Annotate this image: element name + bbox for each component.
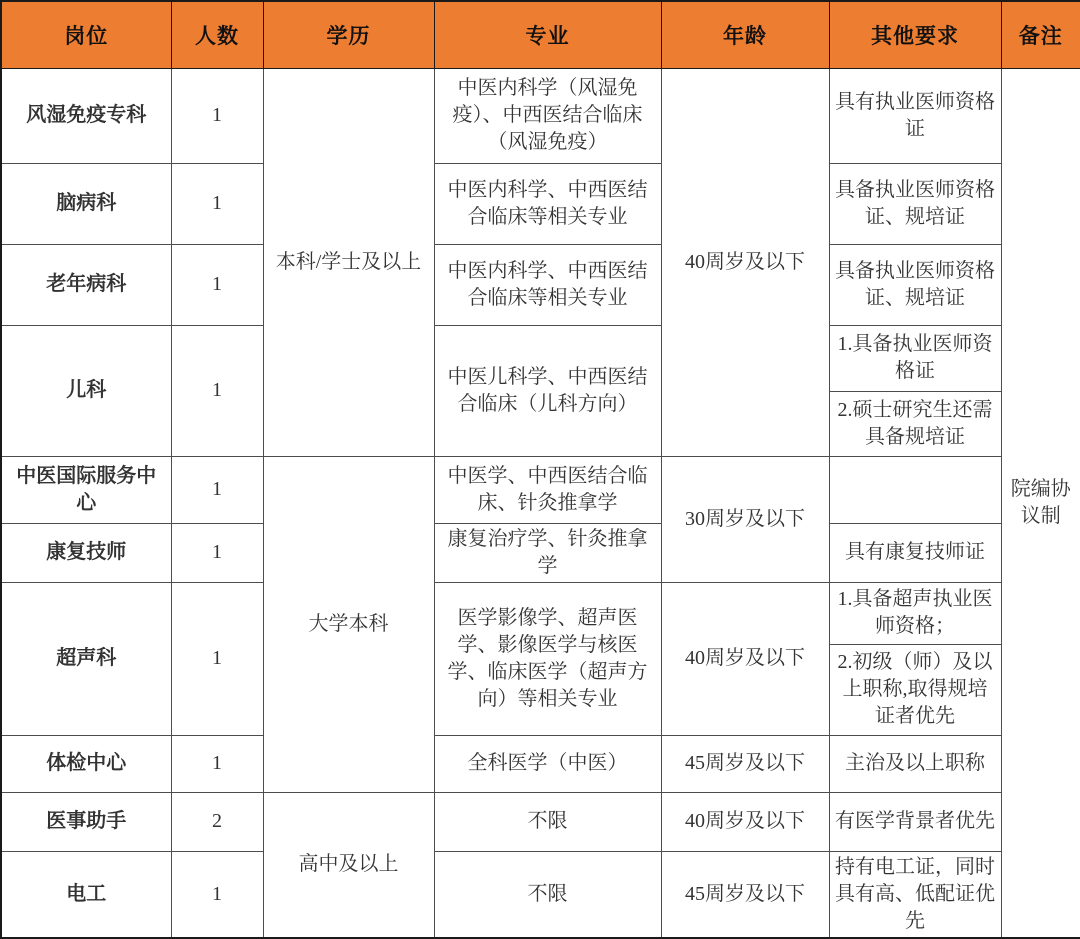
table-header-row [1,1,1080,68]
cell-count: 1 [171,325,263,456]
cell-major: 康复治疗学、针灸推拿学 [434,523,661,582]
header-cell-count: 人数 [171,1,263,68]
cell-req: 具备执业医师资格证、规培证 [829,244,1001,325]
cell-count: 1 [171,851,263,938]
cell-major: 中医学、中西医结合临床、针灸推拿学 [434,456,661,523]
table-row [1,325,1080,391]
cell-major: 全科医学（中医） [434,735,661,792]
cell-post: 超声科 [1,582,171,735]
cell-major: 中医内科学、中西医结合临床等相关专业 [434,244,661,325]
cell-req: 主治及以上职称 [829,735,1001,792]
table-row [1,456,1080,523]
cell-major: 中医儿科学、中西医结合临床（儿科方向） [434,325,661,456]
header-cell-edu: 学历 [263,1,434,68]
cell-post: 中医国际服务中心 [1,456,171,523]
table-row [1,523,1080,582]
cell-post: 老年病科 [1,244,171,325]
cell-age: 40周岁及以下 [661,792,829,851]
cell-age: 45周岁及以下 [661,851,829,938]
cell-req [829,456,1001,523]
cell-age: 40周岁及以下 [661,582,829,735]
table-row [1,68,1080,163]
cell-count: 1 [171,456,263,523]
cell-req: 2.硕士研究生还需具备规培证 [829,391,1001,456]
cell-req: 1.具备超声执业医师资格； [829,582,1001,644]
table-row [1,163,1080,244]
cell-req: 具备执业医师资格证、规培证 [829,163,1001,244]
header-cell-post: 岗位 [1,1,171,68]
cell-major: 不限 [434,851,661,938]
header-cell-req: 其他要求 [829,1,1001,68]
cell-major: 中医内科学、中西医结合临床等相关专业 [434,163,661,244]
cell-count: 1 [171,163,263,244]
table-row [1,582,1080,644]
table-row [1,792,1080,851]
cell-post: 体检中心 [1,735,171,792]
cell-post: 医事助手 [1,792,171,851]
cell-note: 院编协议制 [1001,68,1080,938]
header-cell-major: 专业 [434,1,661,68]
cell-age: 45周岁及以下 [661,735,829,792]
cell-req: 具有执业医师资格证 [829,68,1001,163]
cell-edu: 本科/学士及以上 [263,68,434,456]
cell-req: 持有电工证，同时具有高、低配证优先 [829,851,1001,938]
cell-count: 2 [171,792,263,851]
table-row [1,244,1080,325]
header-cell-note: 备注 [1001,1,1080,68]
cell-post: 脑病科 [1,163,171,244]
cell-edu: 大学本科 [263,456,434,792]
cell-post: 康复技师 [1,523,171,582]
cell-req: 有医学背景者优先 [829,792,1001,851]
cell-req: 1.具备执业医师资格证 [829,325,1001,391]
cell-major: 医学影像学、超声医学、影像医学与核医学、临床医学（超声方向）等相关专业 [434,582,661,735]
cell-count: 1 [171,68,263,163]
cell-req: 具有康复技师证 [829,523,1001,582]
cell-edu: 高中及以上 [263,792,434,938]
cell-count: 1 [171,735,263,792]
cell-major: 中医内科学（风湿免疫）、中西医结合临床（风湿免疫） [434,68,661,163]
cell-post: 电工 [1,851,171,938]
cell-post: 风湿免疫专科 [1,68,171,163]
cell-post: 儿科 [1,325,171,456]
cell-count: 1 [171,582,263,735]
cell-req: 2.初级（师）及以上职称,取得规培证者优先 [829,644,1001,735]
cell-major: 不限 [434,792,661,851]
table-row [1,735,1080,792]
table-row [1,851,1080,938]
table-body [1,68,1080,938]
cell-age: 30周岁及以下 [661,456,829,582]
cell-age: 40周岁及以下 [661,68,829,456]
cell-count: 1 [171,244,263,325]
cell-count: 1 [171,523,263,582]
header-cell-age: 年龄 [661,1,829,68]
